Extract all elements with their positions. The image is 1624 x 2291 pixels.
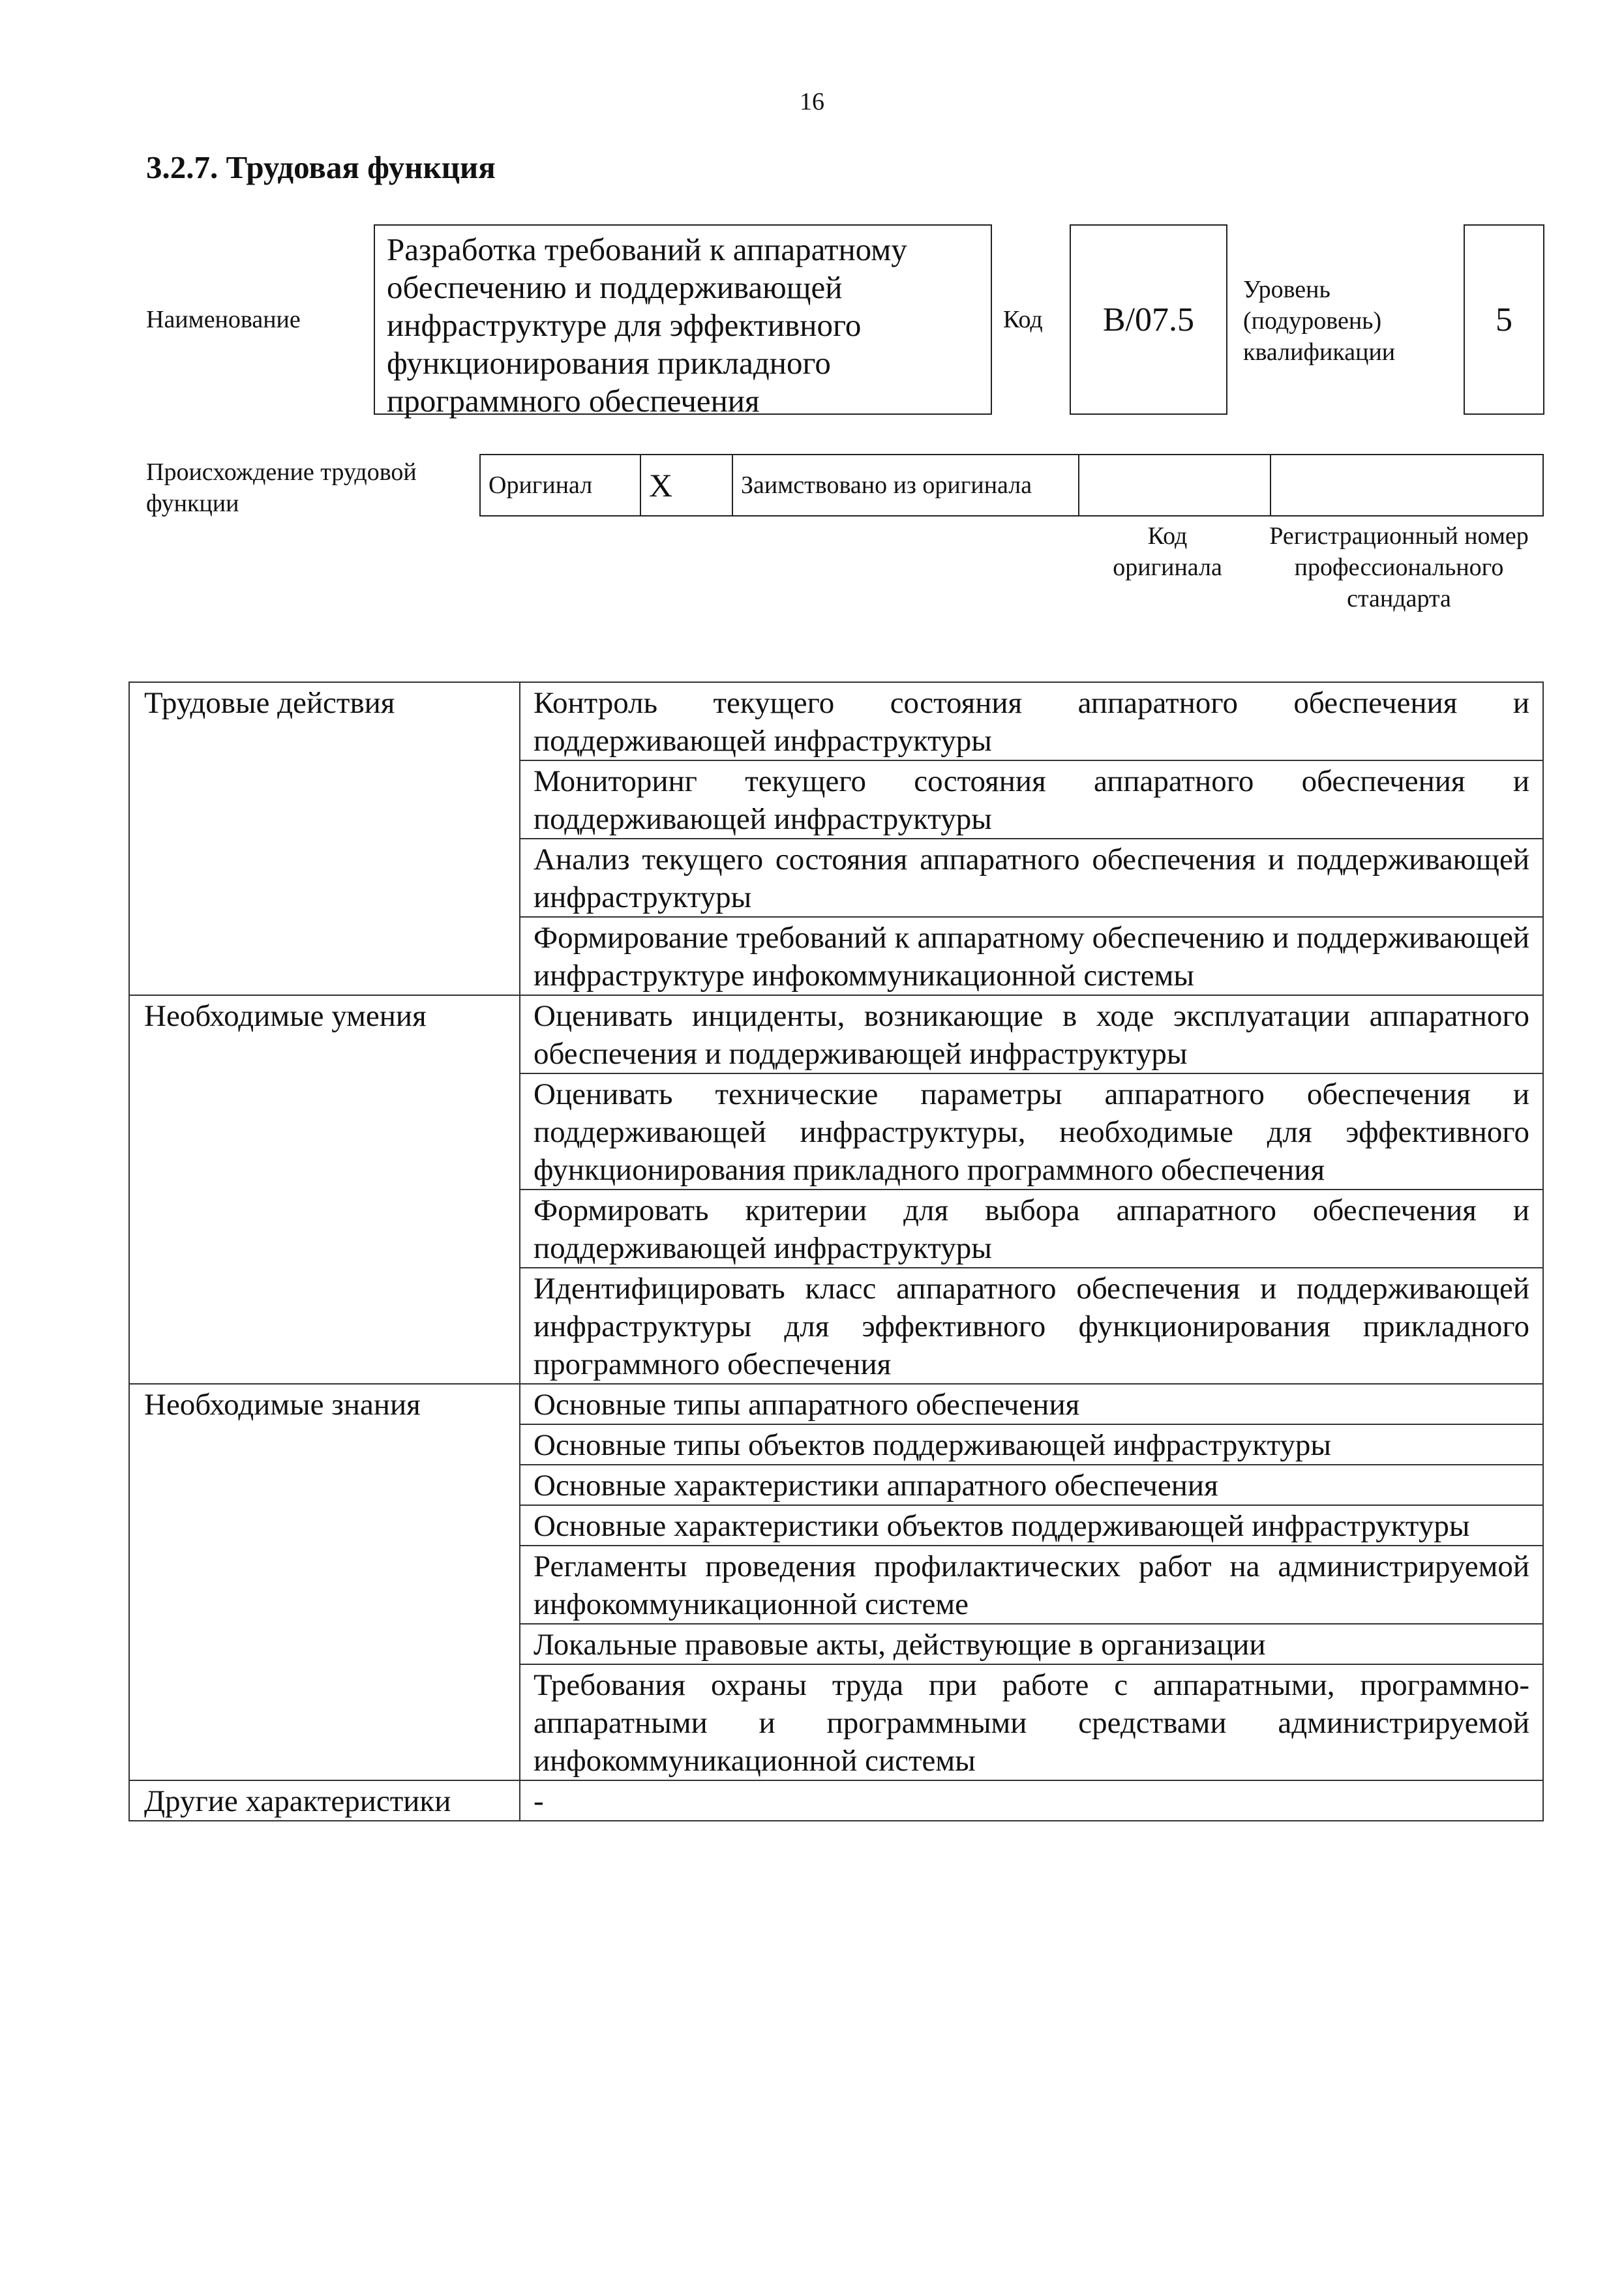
name-value-box	[374, 224, 992, 419]
level-value: 5	[1496, 301, 1512, 338]
origin-label: Происхождение трудовой функции	[146, 458, 417, 517]
section-item: Основные типы аппаратного обеспечения	[520, 1384, 1543, 1424]
origin-table	[479, 454, 1544, 517]
original-label: Оригинал	[489, 472, 593, 499]
code-label: Код	[1003, 306, 1043, 333]
page-number: 16	[800, 88, 824, 115]
section-heading: Трудовые действия	[129, 682, 520, 995]
reg-number-caption: Регистрационный номер профессионального стандарта	[1269, 522, 1529, 612]
code-value: B/07.5	[1102, 301, 1195, 338]
section-item: Основные характеристики аппаратного обеспечения	[520, 1465, 1543, 1505]
original-cell	[480, 455, 640, 516]
section-item: Основные типы объектов поддерживающей инфраструктуры	[520, 1424, 1543, 1465]
section-heading: Другие характеристики	[129, 1780, 520, 1821]
section-item: Требования охраны труда при работе с аппаратными, программно-аппаратными и программными средствами администрируемой инфокоммуникационной системы	[520, 1664, 1543, 1780]
borrowed-cell	[732, 455, 1079, 516]
section-item: Идентифицировать класс аппаратного обеспечения и поддерживающей инфраструктуры для эффективного функционирования прикладного программного обеспечения	[520, 1268, 1543, 1384]
original-mark-cell	[640, 455, 732, 516]
section-item: -	[520, 1780, 1543, 1821]
level-value-box	[1464, 224, 1544, 415]
reg-number-cell	[1271, 455, 1543, 516]
section-item: Основные характеристики объектов поддерживающей инфраструктуры	[520, 1505, 1543, 1546]
section-item: Мониторинг текущего состояния аппаратного обеспечения и поддерживающей инфраструктуры	[520, 760, 1543, 839]
original-code-cell	[1079, 455, 1271, 516]
section-item: Регламенты проведения профилактических работ на администрируемой инфокоммуникационной системе	[520, 1546, 1543, 1624]
section-item: Оценивать инциденты, возникающие в ходе эксплуатации аппаратного обеспечения и поддерживающей инфраструктуры	[520, 995, 1543, 1073]
original-mark: X	[649, 467, 673, 503]
section-heading: Необходимые знания	[129, 1384, 520, 1780]
table-row	[129, 1384, 1543, 1424]
section-item: Контроль текущего состояния аппаратного обеспечения и поддерживающей инфраструктуры	[520, 682, 1543, 760]
borrowed-label: Заимствовано из оригинала	[741, 472, 1032, 499]
section-title: 3.2.7. Трудовая функция	[146, 149, 496, 185]
section-item: Оценивать технические параметры аппаратного обеспечения и поддерживающей инфраструктуры, необходимые для эффективного функционирования прикладного программного обеспечения	[520, 1073, 1543, 1190]
section-heading: Необходимые умения	[129, 995, 520, 1384]
main-table-body	[129, 682, 1543, 1821]
main-table	[128, 681, 1544, 1821]
section-item: Локальные правовые акты, действующие в организации	[520, 1624, 1543, 1664]
table-row	[129, 995, 1543, 1073]
table-row	[129, 682, 1543, 760]
name-value: Разработка требований к аппаратному обеспечению и поддерживающей инфраструктуре для эффективного функционирования прикладного программного обеспечения	[387, 232, 907, 419]
section-item: Анализ текущего состояния аппаратного обеспечения и поддерживающей инфраструктуры	[520, 839, 1543, 917]
section-item: Формировать критерии для выбора аппаратного обеспечения и поддерживающей инфраструктуры	[520, 1190, 1543, 1268]
section-item: Формирование требований к аппаратному обеспечению и поддерживающей инфраструктуре инфокоммуникационной системы	[520, 917, 1543, 995]
name-label: Наименование	[146, 306, 301, 333]
original-code-caption: Код оригинала	[1113, 522, 1222, 581]
code-value-box	[1070, 224, 1227, 415]
table-row	[129, 1780, 1543, 1821]
level-label: Уровень (подуровень) квалификации	[1243, 276, 1396, 366]
